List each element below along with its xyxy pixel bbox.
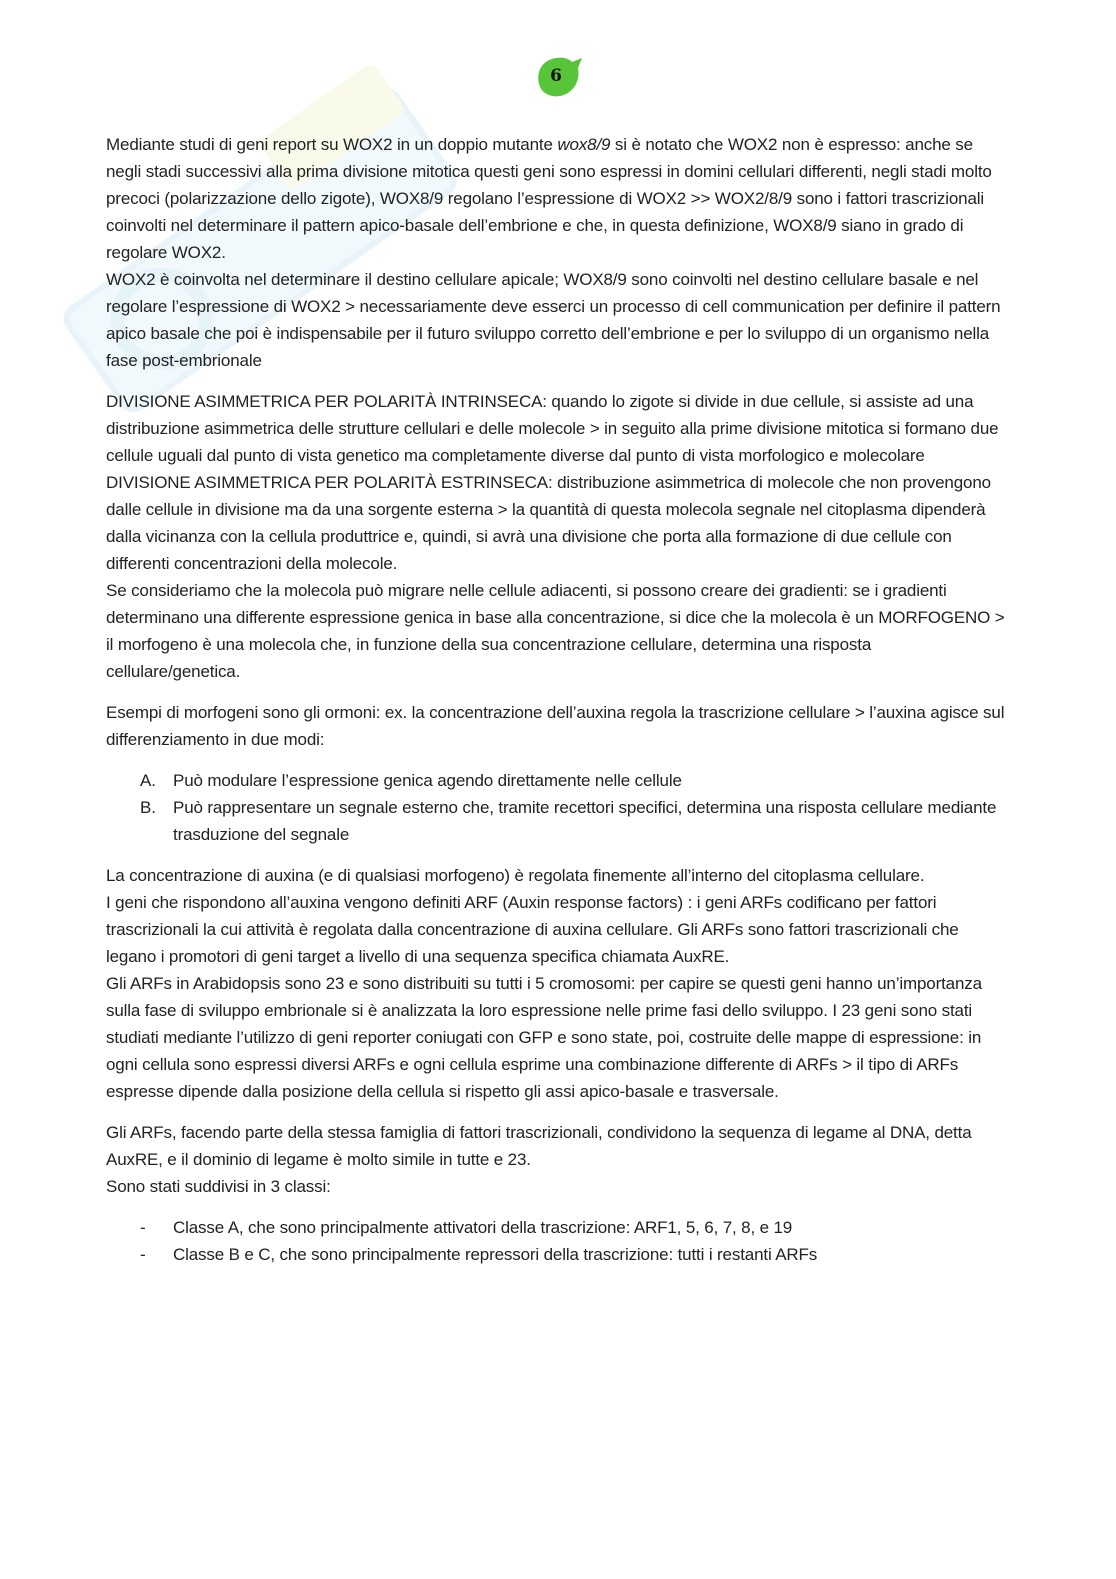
- list-marker: -: [140, 1218, 146, 1237]
- paragraph: I geni che rispondono all’auxina vengono definiti ARF (Auxin response factors) : i geni ARFs codificano per fattori trascrizionali la cui attività è regolata dalla concentrazione di auxina cellulare. Gli ARFs sono fattori trascrizionali che legano i promotori di geni target a livello di una sequenza specifica chiamata AuxRE.: [106, 893, 959, 966]
- list-item: [106, 1214, 1006, 1241]
- paragraph: La concentrazione di auxina (e di qualsiasi morfogeno) è regolata finemente all’interno del citoplasma cellulare.: [106, 866, 925, 885]
- list-marker: A.: [140, 771, 156, 790]
- list-item: [106, 1241, 1006, 1268]
- list-item-text: Può modulare l’espressione genica agendo direttamente nelle cellule: [173, 771, 682, 790]
- paragraph: Gli ARFs in Arabidopsis sono 23 e sono distribuiti su tutti i 5 cromosomi: per capire se questi geni hanno un’importanza sulla fase di sviluppo embrionale si è analizzata la loro espressione nelle prime fasi dello sviluppo. I 23 geni sono stati studiati mediante l’utilizzo di geni reporter coniugati con GFP e sono state, poi, costruite delle mappe di espressione: in ogni cellula sono espressi diversi ARFs e ogni cellula esprime una combinazione differente di ARFs > il tipo di ARFs espresse dipende dalla posizione della cellula si rispetto gli assi apico-basale e trasversale.: [106, 974, 982, 1101]
- list-item: [106, 794, 1006, 848]
- paragraph: [106, 131, 1006, 266]
- document-body: [106, 131, 1006, 1268]
- paragraph: Sono stati suddivisi in 3 classi:: [106, 1177, 331, 1196]
- paragraph: WOX2 è coinvolta nel determinare il destino cellulare apicale; WOX8/9 sono coinvolti nel destino cellulare basale e nel regolare l’espressione di WOX2 > necessariamente deve esserci un processo di cell communication per definire il pattern apico basale che poi è indispensabile per il futuro sviluppo corretto dell’embrione e per lo sviluppo di un organismo nella fase post-embrionale: [106, 270, 1001, 370]
- paragraph: DIVISIONE ASIMMETRICA PER POLARITÀ ESTRINSECA: distribuzione asimmetrica di molecole che non provengono dalle cellule in divisione ma da una sorgente esterna > la quantità di questa molecola segnale nel citoplasma dipenderà dalla vicinanza con la cellula produttrice e, quindi, si avrà una divisione che porta alla formazione di due cellule con differenti concentrazioni della molecole.: [106, 473, 991, 573]
- list-marker: -: [140, 1245, 146, 1264]
- list-marker: B.: [140, 798, 156, 817]
- page-number: 6: [550, 66, 562, 86]
- lettered-list: [106, 767, 1006, 848]
- list-item-text: Classe A, che sono principalmente attivatori della trascrizione: ARF1, 5, 6, 7, 8, e 19: [173, 1218, 793, 1237]
- list-item-text: Classe B e C, che sono principalmente repressori della trascrizione: tutti i restanti ARFs: [173, 1245, 818, 1264]
- text-run: si è notato che WOX2 non è espresso: anche se negli stadi successivi alla prima divisione mitotica questi geni sono espressi in domini cellulari differenti, negli stadi molto precoci (polarizzazione dello zigote), WOX8/9 regolano l’espressione di WOX2 >> WOX2/8/9 sono i fattori trascrizionali coinvolti nel determinare il pattern apico-basale dell’embrione e che, in questa definizione, WOX8/9 siano in grado di regolare WOX2.: [106, 135, 992, 262]
- paragraph: Se consideriamo che la molecola può migrare nelle cellule adiacenti, si possono creare dei gradienti: se i gradienti determinano una differente espressione genica in base alla concentrazione, si dice che la molecola è un MORFOGENO > il morfogeno è una molecola che, in funzione della sua concentrazione cellulare, determina una risposta cellulare/genetica.: [106, 581, 1005, 681]
- text-run: Mediante studi di geni report su WOX2 in un doppio mutante: [106, 135, 558, 154]
- page-number-badge: [534, 54, 584, 100]
- paragraph: Esempi di morfogeni sono gli ormoni: ex. la concentrazione dell’auxina regola la trascrizione cellulare > l’auxina agisce sul differenziamento in due modi:: [106, 703, 1005, 749]
- list-item-text: Può rappresentare un segnale esterno che, tramite recettori specifici, determina una risposta cellulare mediante trasduzione del segnale: [173, 798, 997, 844]
- list-item: [106, 767, 1006, 794]
- bullet-list: [106, 1214, 1006, 1268]
- paragraph: DIVISIONE ASIMMETRICA PER POLARITÀ INTRINSECA: quando lo zigote si divide in due cellule, si assiste ad una distribuzione asimmetrica delle strutture cellulari e delle molecole > in seguito alla prime divisione mitotica si formano due cellule uguali dal punto di vista genetico ma completamente diverse dal punto di vista morfologico e molecolare: [106, 392, 999, 465]
- paragraph: Gli ARFs, facendo parte della stessa famiglia di fattori trascrizionali, condividono la sequenza di legame al DNA, detta AuxRE, e il dominio di legame è molto simile in tutte e 23.: [106, 1123, 972, 1169]
- italic-gene-name: wox8/9: [557, 135, 611, 154]
